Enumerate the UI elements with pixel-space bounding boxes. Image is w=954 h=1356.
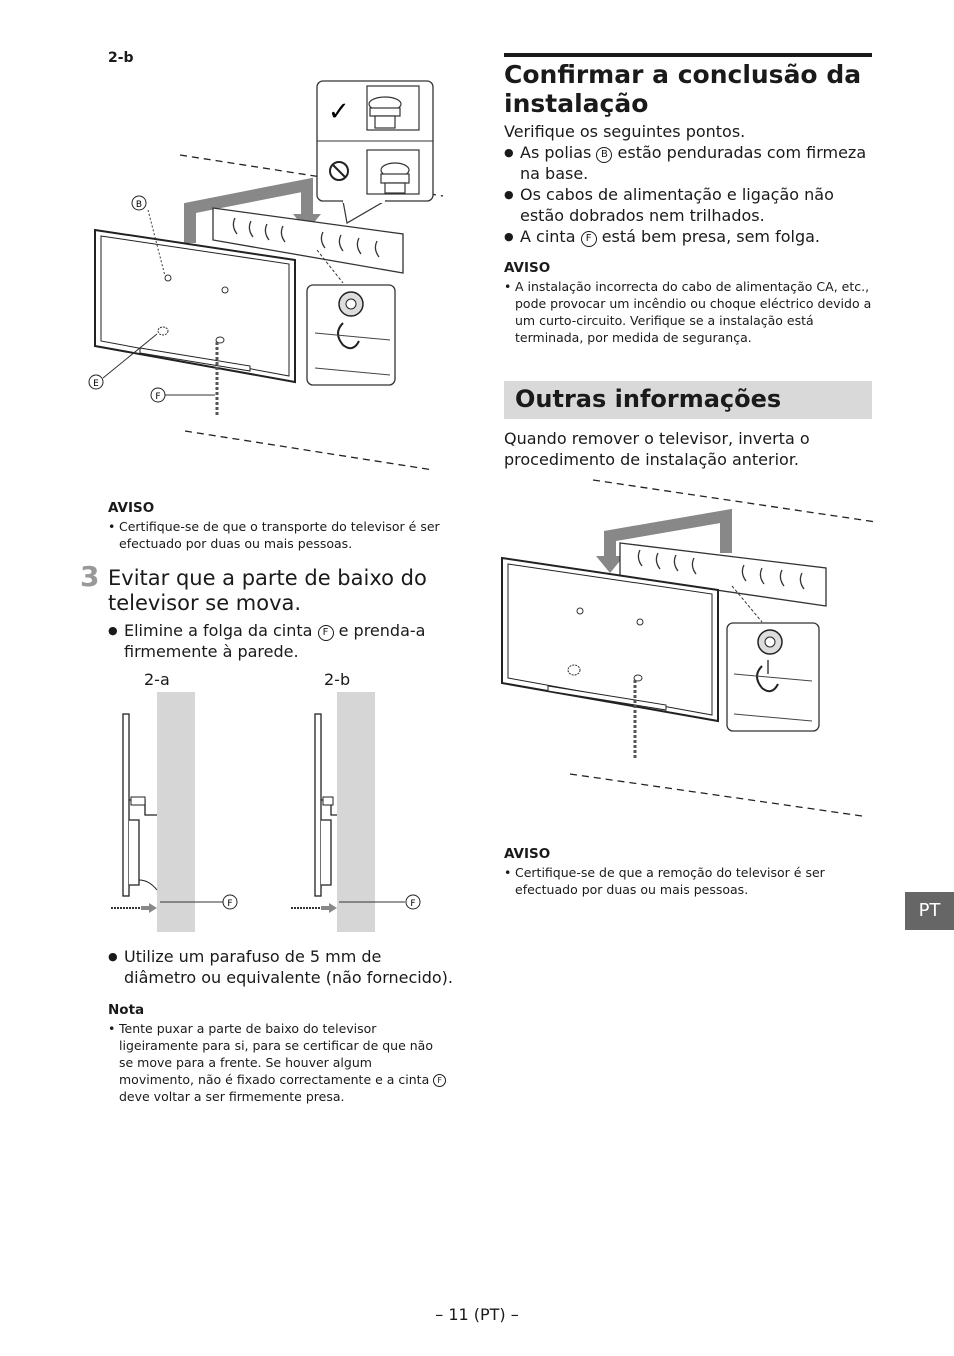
side-view-2a <box>111 692 237 932</box>
heading-confirm: Confirmar a conclusão da instalação <box>504 60 862 118</box>
check-strap: ● A cinta F está bem presa, sem folga. <box>504 226 872 247</box>
screw-instruction: ● Utilize um parafuso de 5 mm de diâmetro ou equivalente (não fornecido). <box>108 946 453 988</box>
step-title: Evitar que a parte de baixo do televisor se mova. <box>108 566 427 615</box>
mark-b-inline: B <box>596 147 612 163</box>
pulley-detail <box>727 586 819 731</box>
step3-instruction: ● Elimine a folga da cinta F e prenda-a firmemente à parede. <box>108 620 453 662</box>
removal-paragraph: Quando remover o televisor, inverta o procedimento de instalação anterior. <box>504 429 810 469</box>
svg-text:F: F <box>410 899 416 909</box>
television <box>502 558 718 760</box>
aviso-removal: AVISO • Certifique-se de que a remoção do televisor é ser efectuado por duas ou mais pessoas. <box>504 846 872 898</box>
check-cables: ● Os cabos de alimentação e ligação não estão dobrados nem trilhados. <box>504 184 872 226</box>
strap-wall-side-views <box>105 690 435 935</box>
figure-label-2b: 2-b <box>108 50 134 66</box>
aviso-power-cable: AVISO • A instalação incorrecta do cabo de alimentação CA, etc., pode provocar um incêndio ou choque eléctrico devido a um curto-circuito. Verifique se a instalação está terminada, por medida de segurança. <box>504 260 872 346</box>
tv-removal-illustration <box>500 478 880 823</box>
aviso-transport: AVISO • Certifique-se de que o transporte do televisor é ser efectuado por duas ou mais pessoas. <box>108 500 448 552</box>
language-tab: PT <box>905 892 954 930</box>
page-number: – 11 (PT) – <box>435 1305 519 1324</box>
svg-text:F: F <box>155 392 161 402</box>
heading-other-info: Outras informações <box>515 385 782 413</box>
step-number: 3 <box>80 560 100 593</box>
check-mark-icon: ✓ <box>328 97 350 127</box>
checklist: Verifique os seguintes pontos. ● As polias B estão penduradas com firmeza na base. ● Os cabos de alimentação e ligação não estão dobrados nem trilhados. ● A cinta F está bem presa, sem folga. <box>504 121 872 247</box>
figure-label-2a: 2-a <box>144 670 170 689</box>
heading-rule <box>504 53 872 57</box>
correct-incorrect-callout <box>317 81 433 223</box>
figure-label-2b-small: 2-b <box>324 670 351 689</box>
heading-box <box>504 381 872 419</box>
check-pulleys: ● As polias B estão penduradas com firmeza na base. <box>504 142 872 184</box>
television <box>95 230 295 416</box>
mark-f-inline: F <box>581 231 597 247</box>
nota: Nota • Tente puxar a parte de baixo do televisor ligeiramente para si, para se certificar de que não se move para a frente. Se houver algum movimento, não é fixado correctamente e a cinta F deve voltar a ser firmemente presa. <box>108 1002 448 1105</box>
mark-f-inline: F <box>433 1074 446 1087</box>
svg-text:F: F <box>227 899 233 909</box>
svg-text:B: B <box>135 200 143 210</box>
side-view-2b <box>291 692 420 932</box>
wall-mount-hanging-illustration <box>85 78 450 478</box>
mark-f-inline: F <box>318 625 334 641</box>
pulley-detail <box>307 250 395 385</box>
svg-text:E: E <box>93 379 99 389</box>
